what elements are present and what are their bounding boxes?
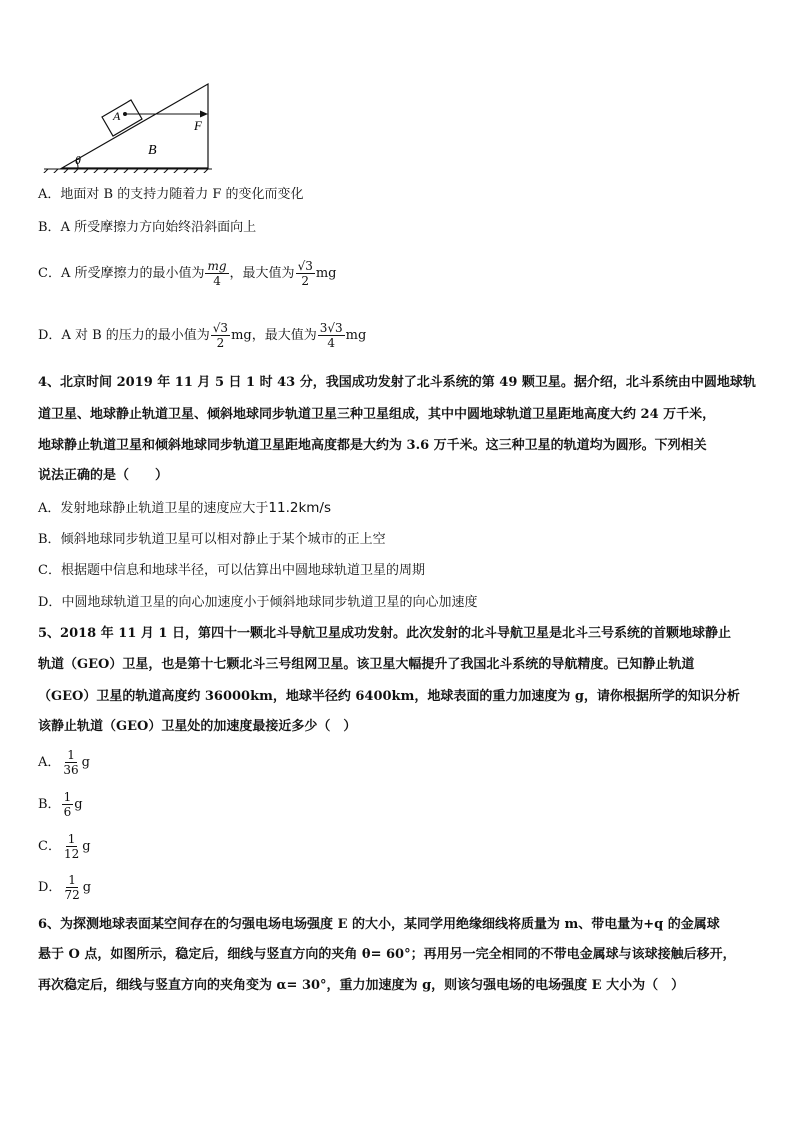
- label-a: A: [113, 109, 121, 123]
- q5-option-c: C． $\frac{1}{12}$ g: [38, 832, 91, 861]
- q4-stem-line-2: 道卫星、地球静止轨道卫星、倾斜地球同步轨道卫星三种卫星组成，其中中圆地球轨道卫星距地高度大约 24 万千米，: [38, 407, 716, 422]
- q6-stem-line-3: 再次稳定后，细线与竖直方向的夹角变为 α= 30°，重力加速度为 g，则该匀强电场的电场强度 E 大小为（ ）: [38, 978, 685, 993]
- q3-option-c: C．A 所受摩擦力的最小值为 $\frac{mg}{4}$ ，最大值为 $\frac{√3}{2}$ mg: [38, 259, 337, 288]
- q4-stem-line-3: 地球静止轨道卫星和倾斜地球同步轨道卫星距地高度都是大约为 3.6 万千米。这三种卫星的轨道均为圆形。下列相关: [38, 438, 707, 453]
- ground-hatching: [43, 169, 212, 173]
- option-key: B．: [38, 220, 61, 235]
- q5-stem-line-2: 轨道（GEO）卫星，也是第十七颗北斗三号组网卫星。该卫星大幅提升了我国北斗系统的导航精度。已知静止轨道: [38, 657, 695, 672]
- q3-option-b: [38, 219, 256, 237]
- speed-value: 11.2km/s: [268, 500, 332, 516]
- q4-option-b: B．倾斜地球同步轨道卫星可以相对静止于某个城市的正上空: [38, 532, 386, 547]
- option-key: C．: [38, 266, 61, 281]
- q6-stem-line-1: 6、为探测地球表面某空间存在的匀强电场电场强度 E 的大小，某同学用绝缘细线将质量为 m、带电量为+q 的金属球: [38, 917, 720, 932]
- label-theta: θ: [75, 153, 81, 167]
- fraction: $\frac{mg}{4}$: [207, 259, 227, 288]
- q5-stem-line-4: 该静止轨道（GEO）卫星处的加速度最接近多少（ ）: [38, 719, 357, 734]
- option-key: D．: [38, 328, 62, 343]
- fraction: $\frac{√3}{2}$: [212, 321, 229, 350]
- fraction: $\frac{3√3}{4}$: [319, 321, 343, 350]
- q3-option-a: [38, 186, 304, 204]
- option-text: A 对 B 的压力的最小值为: [61, 328, 210, 343]
- q4-option-d: D．中圆地球轨道卫星的向心加速度小于倾斜地球同步轨道卫星的向心加速度: [38, 595, 478, 610]
- block-a: [102, 100, 142, 136]
- q5-option-d: D． $\frac{1}{72}$ g: [38, 873, 92, 902]
- q5-stem-line-1: 5、2018 年 11 月 1 日，第四十一颗北斗导航卫星成功发射。此次发射的北斗导航卫星是北斗三号系统的首颗地球静止: [38, 626, 731, 641]
- force-arrowhead: [200, 111, 208, 118]
- option-text: 地面对 B 的支持力随着力 F 的变化而变化: [60, 187, 304, 202]
- q4-stem-line-1: 4、北京时间 2019 年 11 月 5 日 1 时 43 分，我国成功发射了北斗系统的第 49 颗卫星。据介绍，北斗系统由中圆地球轨: [38, 375, 756, 390]
- q6-stem-line-2: 悬于 O 点，如图所示，稳定后，细线与竖直方向的夹角 θ= 60°；再用另一完全相同的不带电金属球与该球接触后移开，: [38, 947, 736, 962]
- q5-option-b: B． $\frac{1}{6}$ g: [38, 790, 83, 819]
- q3-option-d: D．A 对 B 的压力的最小值为 $\frac{√3}{2}$ mg，最大值为 $\frac{3√3}{4}$ mg: [38, 321, 367, 350]
- option-text: A 所受摩擦力方向始终沿斜面向上: [60, 220, 257, 235]
- fraction: $\frac{√3}{2}$: [297, 259, 313, 288]
- q5-stem-line-3: （GEO）卫星的轨道高度约 36000km，地球半径约 6400km，地球表面的重力加速度为 g，请你根据所学的知识分析: [38, 689, 740, 704]
- q5-option-a: A． $\frac{1}{36}$ g: [38, 748, 90, 777]
- label-f: F: [194, 118, 202, 133]
- q4-option-a: A．发射地球静止轨道卫星的速度应大于11.2km/s: [38, 500, 332, 516]
- incline-figure: [40, 78, 230, 173]
- option-key: A．: [38, 187, 61, 202]
- option-text: A 所受摩擦力的最小值为: [60, 266, 205, 281]
- label-b: B: [148, 143, 157, 158]
- q4-stem-line-4: 说法正确的是（ ）: [38, 468, 169, 483]
- q4-option-c: C．根据题中信息和地球半径，可以估算出中圆地球轨道卫星的周期: [38, 563, 425, 578]
- wedge-b: [62, 84, 208, 168]
